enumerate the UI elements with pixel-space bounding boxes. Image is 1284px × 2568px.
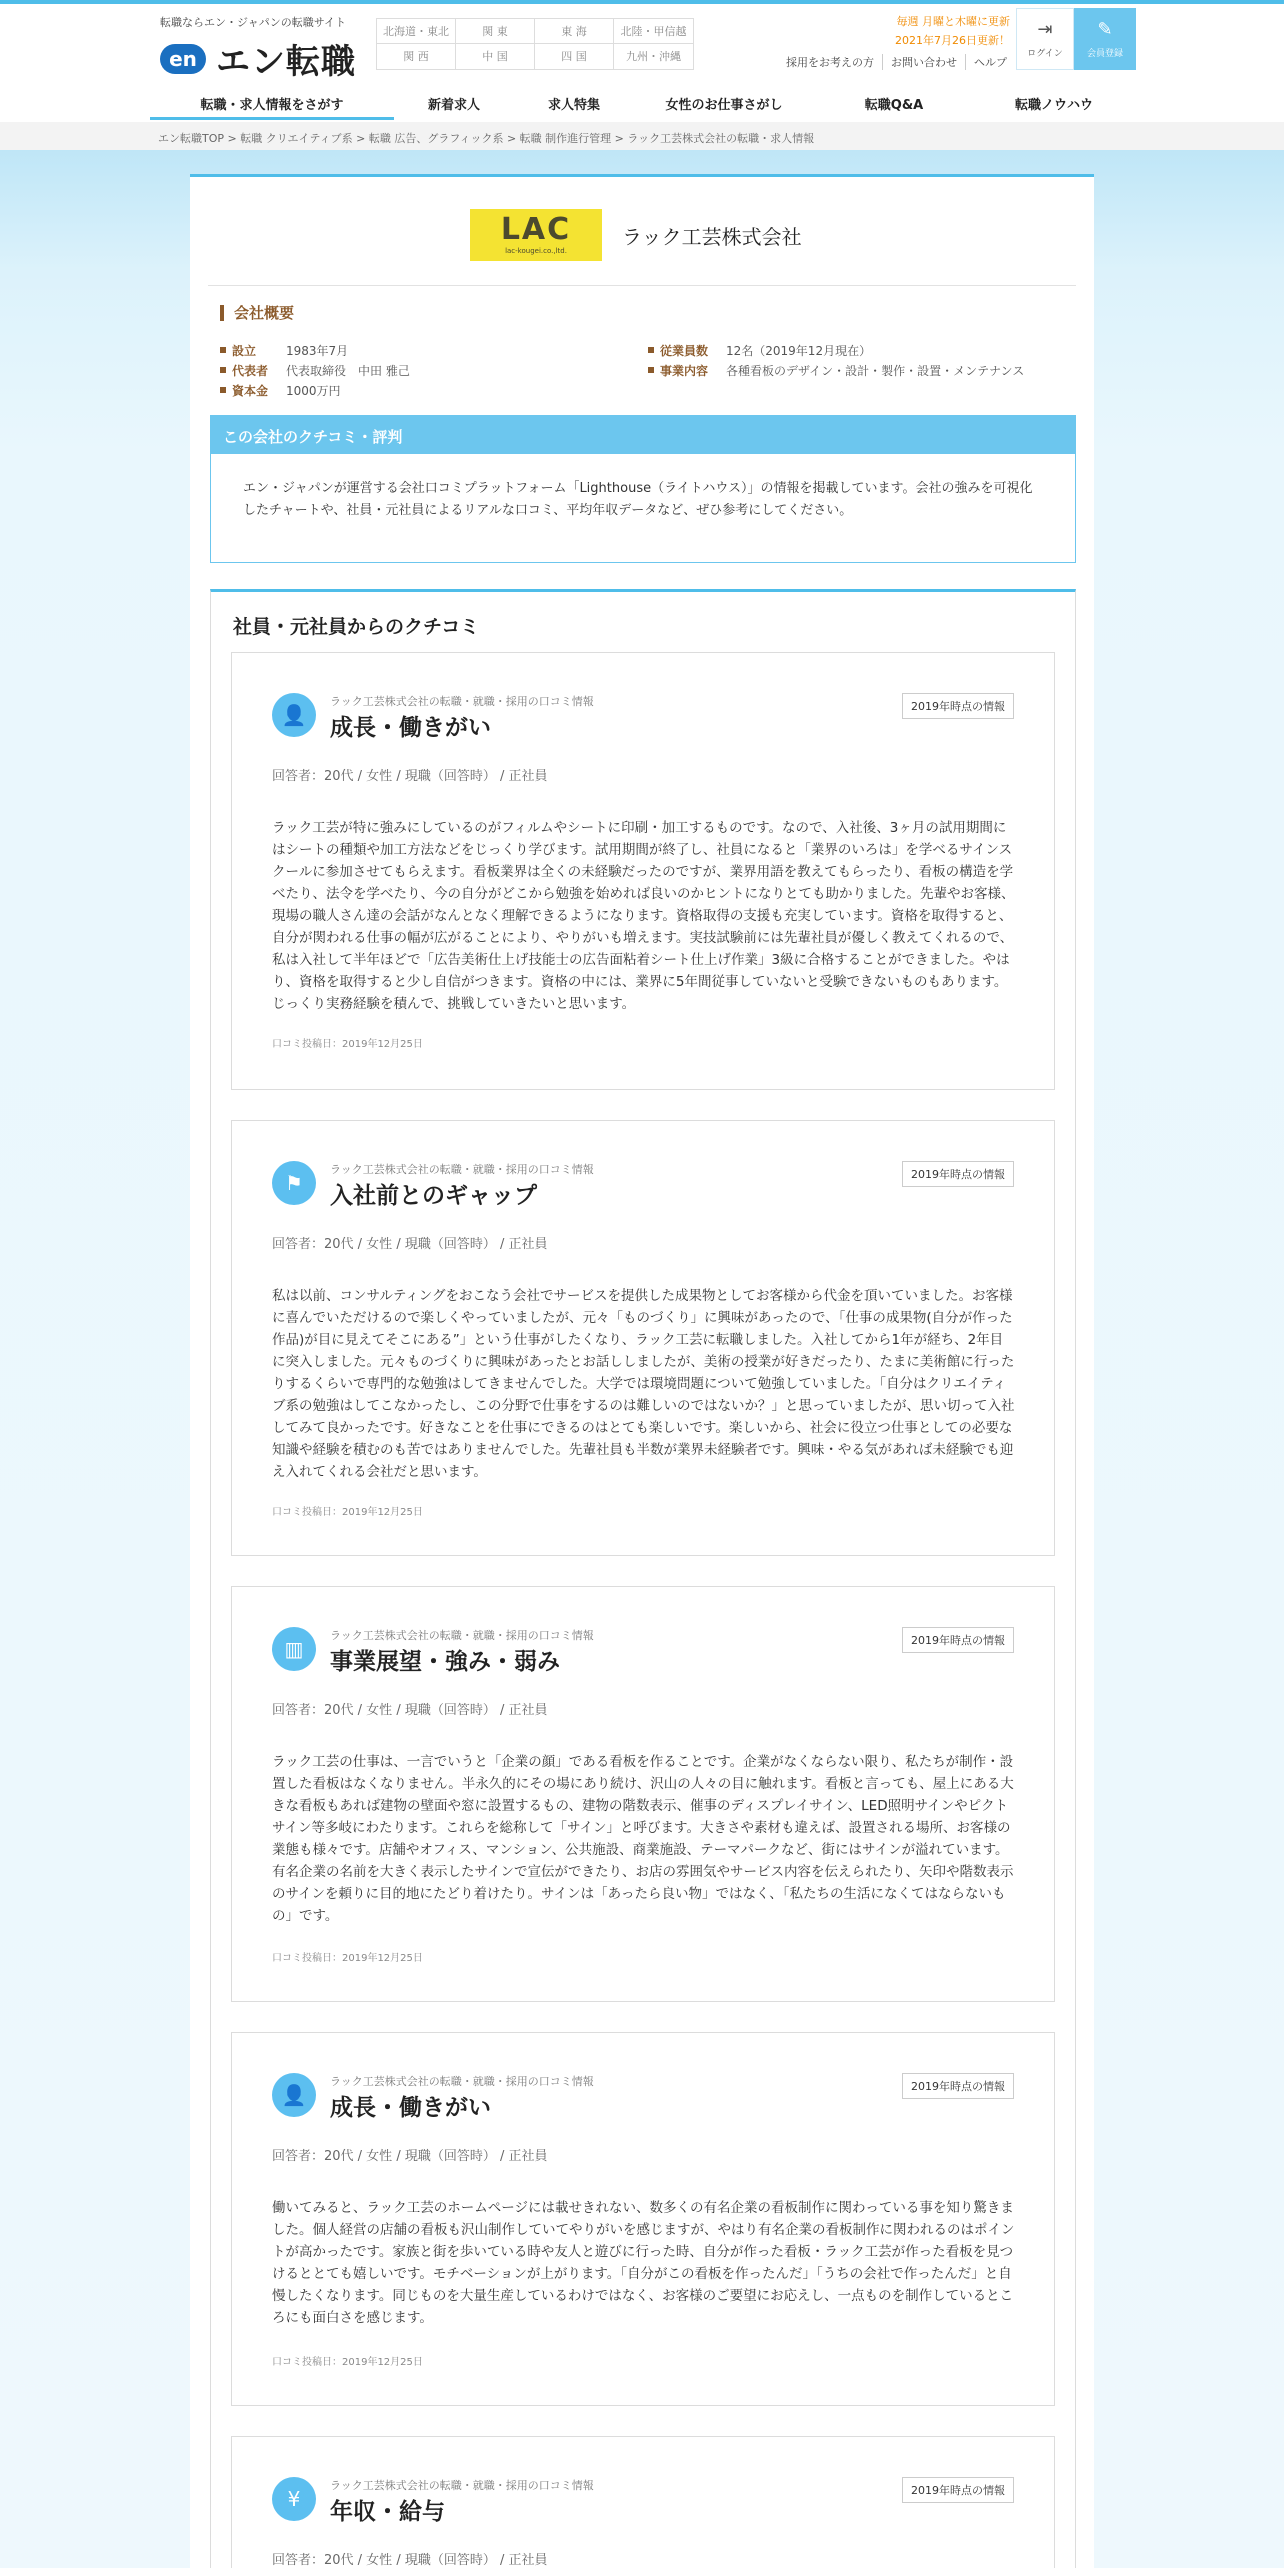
region-link-kansai[interactable]: 関 西	[377, 44, 456, 69]
help-link[interactable]: ヘルプ	[974, 56, 1007, 69]
nav-item-features[interactable]: 求人特集	[547, 98, 600, 113]
review-subtitle: ラック工芸株式会社の転職・就職・採用の口コミ情報	[330, 2479, 594, 2492]
region-link-hokuriku[interactable]: 北陸・甲信越	[614, 19, 693, 44]
overview-value: 1983年7月	[286, 343, 349, 358]
overview-row	[220, 380, 410, 400]
logo-tagline: 転職ならエン・ジャパンの転職サイト	[160, 16, 347, 29]
breadcrumb-bar	[0, 122, 1284, 150]
pencil-icon: ✎	[1097, 19, 1113, 40]
review-title: 年収・給与	[330, 2499, 445, 2525]
kuchikomi-box-body: エン・ジャパンが運営する会社口コミプラットフォーム「Lighthouse（ライトハウス）」の情報を掲載しています。会社の強みを可視化したチャートや、社員・元社員によるリアルな口コミ、平均年収データなど、ぜひ参考にしてください。	[243, 481, 1033, 518]
overview-key: 設立	[220, 342, 286, 359]
region-link-chugoku[interactable]: 中 国	[456, 44, 535, 69]
review-title: 入社前とのギャップ	[330, 1183, 537, 1209]
review-respondent: 回答者：20代 / 女性 / 現職（回答時） / 正社員	[272, 2553, 548, 2568]
overview-key: 従業員数	[648, 342, 726, 359]
nav-item-new-jobs[interactable]: 新着求人	[427, 98, 480, 113]
region-link-hokkaido-tohoku[interactable]: 北海道・東北	[377, 19, 456, 44]
region-link-kanto[interactable]: 関 東	[456, 19, 535, 44]
review-respondent: 回答者：20代 / 女性 / 現職（回答時） / 正社員	[272, 1703, 548, 1718]
overview-row	[648, 340, 1024, 360]
company-panel	[190, 174, 1094, 2568]
overview-right-list	[648, 340, 1024, 380]
nav-item-qa[interactable]: 転職Q&A	[864, 98, 924, 113]
register-label: 会員登録	[1086, 49, 1123, 59]
review-title: 事業展望・強み・弱み	[330, 1649, 560, 1675]
contact-link[interactable]: お問い合わせ	[883, 54, 966, 70]
overview-row	[220, 340, 410, 360]
review-year-badge: 2019年時点の情報	[902, 1161, 1014, 1187]
review-body: ラック工芸が特に強みにしているのがフィルムやシートに印刷・加工するものです。なので、入社後、3ヶ月の試用期間にはシートの種類や加工方法などをじっくり学びます。試用期間が終了し、社員になると「業界のいろは」を学べるサインスクールに参加させてもらえます。看板業界は全くの未経験だったのですが、業界用語を教えてもらったり、看板の構造を学べたり、法令を学べたり、今の自分がどこから勉強を始めれば良いのかヒントになりとても助かりました。先輩やお客様、現場の職人さん達の会話がなんとなく理解できるようになります。資格取得の支援も充実しています。資格を取得すると、自分が関われる仕事の幅が広がることにより、やりがいも増えます。実技試験前には先輩社員が優しく教えてくれるので、私は入社して半年ほどで「広告美術仕上げ技能士の広告面粘着シート仕上げ作業」3級に合格することができました。やはり、資格を取得すると少し自信がつきます。資格の中には、業界に5年間従事していないと受験できないものもあります。じっくり実務経験を積んで、挑戦していきたいと思います。	[272, 820, 1015, 1012]
review-card	[231, 2436, 1055, 2568]
region-link-shikoku[interactable]: 四 国	[535, 44, 614, 69]
overview-row	[648, 360, 1024, 380]
reviews-section	[210, 589, 1076, 2568]
overview-left-list	[220, 340, 410, 400]
review-card	[231, 652, 1055, 1090]
overview-value: 代表取締役 中田 雅己	[286, 363, 410, 378]
login-icon: ⇥	[1037, 19, 1053, 40]
review-respondent: 回答者：20代 / 女性 / 現職（回答時） / 正社員	[272, 769, 548, 784]
nav-item-knowhow[interactable]: 転職ノウハウ	[1014, 98, 1093, 113]
register-button[interactable]	[1074, 8, 1136, 70]
login-label: ログイン	[1027, 49, 1063, 59]
company-name: ラック工芸株式会社	[622, 224, 802, 249]
region-link-tokai[interactable]: 東 海	[535, 19, 614, 44]
update-date: 2021年7月26日更新！	[895, 34, 1010, 47]
update-schedule: 毎週 月曜と木曜に更新	[896, 15, 1010, 28]
person-icon: 👤	[272, 2073, 316, 2117]
company-header	[470, 209, 802, 261]
review-body: ラック工芸の仕事は、一言でいうと「企業の顔」である看板を作ることです。企業がなくならない限り、私たちが制作・設置した看板はなくなりません。半永久的にその場にあり続け、沢山の人々の目に触れます。看板と言っても、屋上にある大きな看板もあれば建物の壁面や窓に設置するもの、建物の階数表示、催事のディスプレイサイン、LED照明サインやピクトサイン等多岐にわたります。これらを総称して「サイン」と呼びます。大きさや素材も違えば、設置される場所、お客様の業態も様々です。店舗やオフィス、マンション、公共施設、商業施設、テーマパークなど、街にはサインが溢れています。有名企業の名前を大きく表示したサインで宣伝ができたり、お店の雰囲気やサービス内容を伝えられたり、矢印や階数表示のサインを頼りに目的地にたどり着けたり。サインは「あったら良い物」ではなく、「私たちの生活になくてはならないもの」です。	[272, 1754, 1014, 1924]
review-card	[231, 2032, 1055, 2406]
overview-title: 会社概要	[220, 305, 294, 321]
review-subtitle: ラック工芸株式会社の転職・就職・採用の口コミ情報	[330, 1163, 594, 1176]
person-icon: 👤	[272, 693, 316, 737]
signpost-icon: ⚑	[272, 1161, 316, 1205]
overview-row	[220, 360, 410, 380]
region-selector	[376, 18, 694, 70]
update-note	[890, 12, 1010, 50]
breadcrumb[interactable]: エン転職TOP > 転職 クリエイティブ系 > 転職 広告、グラフィック系 > 転職 制作進行管理 > ラック工芸株式会社の転職・求人情報	[158, 132, 815, 145]
overview-key: 代表者	[220, 362, 286, 379]
site-logo[interactable]	[160, 14, 356, 83]
recruiter-link[interactable]: 採用をお考えの方	[778, 54, 883, 70]
nav-item-search-jobs[interactable]: 転職・求人情報をさがす	[150, 86, 394, 120]
review-subtitle: ラック工芸株式会社の転職・就職・採用の口コミ情報	[330, 1629, 594, 1642]
page-background	[0, 150, 1284, 2568]
review-title: 成長・働きがい	[330, 2095, 491, 2121]
site-header	[0, 4, 1284, 84]
overview-value: 12名（2019年12月現在）	[726, 343, 872, 358]
reviews-title: 社員・元社員からのクチコミ	[233, 616, 480, 638]
review-year-badge: 2019年時点の情報	[902, 2073, 1014, 2099]
region-link-kyushu[interactable]: 九州・沖縄	[626, 50, 681, 63]
review-respondent: 回答者：20代 / 女性 / 現職（回答時） / 正社員	[272, 1237, 548, 1252]
review-year-badge: 2019年時点の情報	[902, 2477, 1014, 2503]
en-logo-icon: en	[160, 44, 206, 74]
review-date: 口コミ投稿日：2019年12月25日	[272, 1507, 423, 1518]
nav-item-women-jobs[interactable]: 女性のお仕事さがし	[665, 98, 783, 113]
login-button[interactable]	[1016, 8, 1074, 70]
review-card	[231, 1120, 1055, 1556]
review-year-badge: 2019年時点の情報	[902, 693, 1014, 719]
kuchikomi-info-box	[210, 415, 1076, 563]
review-subtitle: ラック工芸株式会社の転職・就職・採用の口コミ情報	[330, 695, 594, 708]
review-year-badge: 2019年時点の情報	[902, 1627, 1014, 1653]
review-date: 口コミ投稿日：2019年12月25日	[272, 1039, 423, 1050]
review-respondent: 回答者：20代 / 女性 / 現職（回答時） / 正社員	[272, 2149, 548, 2164]
overview-value: 1000万円	[286, 383, 341, 398]
review-subtitle: ラック工芸株式会社の転職・就職・採用の口コミ情報	[330, 2075, 594, 2088]
review-title: 成長・働きがい	[330, 715, 491, 741]
review-body: 働いてみると、ラック工芸のホームページには載せきれない、数多くの有名企業の看板制作に関わっている事を知り驚きました。個人経営の店舗の看板も沢山制作していてやりがいを感じますが、やはり有名企業の看板制作に関われるのはポイントが高かったです。家族と街を歩いている時や友人と遊びに行った時、自分が作った看板・ラック工芸が作った看板を見つけるととても嬉しいです。モチベーションが上がります。「自分がこの看板を作ったんだ」「うちの会社で作ったんだ」と自慢したくなります。同じものを大量生産しているわけではなく、お客様のご要望にお応えし、一点ものを制作しているところにも面白さを感じます。	[272, 2200, 1015, 2326]
review-date: 口コミ投稿日：2019年12月25日	[272, 1953, 423, 1964]
money-icon: ¥	[272, 2477, 316, 2521]
company-logo-subtext: lac-kougei.co.,ltd.	[505, 247, 567, 255]
header-links	[778, 54, 1015, 70]
overview-key: 資本金	[220, 382, 286, 399]
review-date: 口コミ投稿日：2019年12月25日	[272, 2357, 423, 2368]
divider	[208, 285, 1076, 286]
company-logo-mark: LAC	[500, 212, 572, 247]
review-body: 私は以前、コンサルティングをおこなう会社でサービスを提供した成果物としてお客様から代金を頂いていました。お客様に喜んでいただけるので楽しくやっていましたが、元々「ものづくり」に興味があったので、「仕事の成果物(自分が作った作品)が目に見えてそこにある”」という仕事がしたくなり、ラック工芸に転職しました。入社してから1年が経ち、2年目に突入しました。元々ものづくりに興味があったとお話ししましたが、美術の授業が好きだったり、たまに美術館に行ったりするくらいで専門的な勉強はしてきませんでした。大学では環境問題について勉強していました。「自分はクリエイティブ系の勉強はしてこなかったし、この分野で仕事をするのは難しいのではないか？」と思っていましたが、思い切って入社してみて良かったです。好きなことを仕事にできるのはとても楽しいです。楽しいから、社会に役立つ仕事としての必要な知識や経験を積むのも苦ではありませんでした。先輩社員も半数が業界未経験者です。興味・やる気があれば未経験でも迎え入れてくれる会社だと思います。	[272, 1288, 1015, 1480]
logo-text: エン転職	[216, 42, 356, 82]
kuchikomi-box-title: この会社のクチコミ・評判	[211, 416, 1075, 454]
main-nav	[150, 86, 1134, 120]
bar-chart-icon: ▥	[272, 1627, 316, 1671]
review-card	[231, 1586, 1055, 2002]
overview-value: 各種看板のデザイン・設計・製作・設置・メンテナンス	[726, 363, 1025, 378]
company-logo	[470, 209, 602, 261]
overview-key: 事業内容	[648, 362, 726, 379]
